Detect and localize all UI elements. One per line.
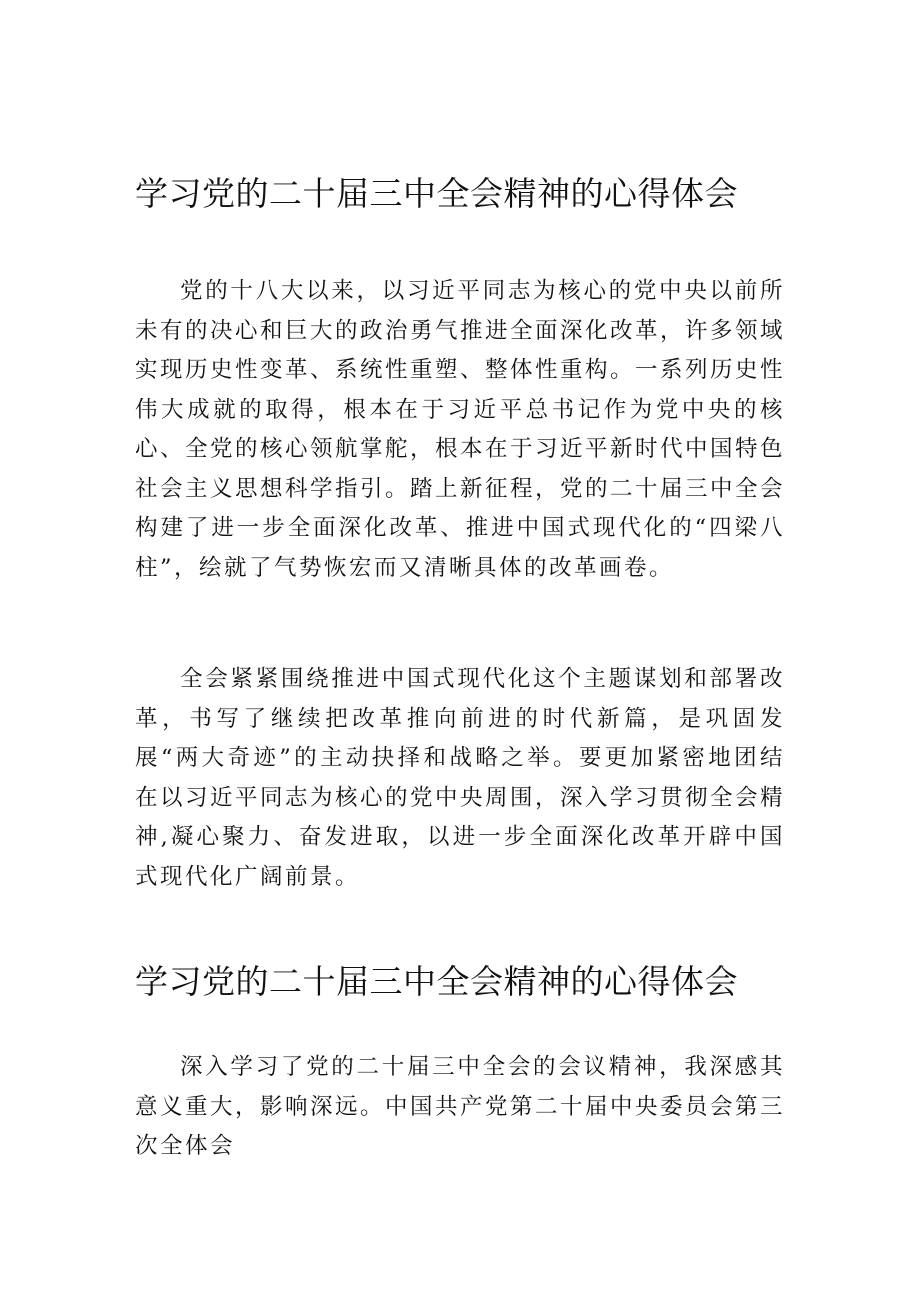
body-paragraph: 深入学习了党的二十届三中全会的会议精神，我深感其意义重大，影响深远。中国共产党第二十届中央委员会第三次全体会 <box>135 1054 786 1159</box>
section-title: 学习党的二十届三中全会精神的心得体会 <box>135 962 738 1001</box>
body-paragraph: 全会紧紧围绕推进中国式现代化这个主题谋划和部署改革，书写了继续把改革推向前进的时代新篇，是巩固发展“两大奇迹”的主动抉择和战略之举。要更加紧密地团结在以习近平同志为核心的党中央周围，深入学习贯彻全会精神,凝心聚力、奋发进取，以进一步全面深化改革开辟中国式现代化广阔前景。 <box>135 666 786 890</box>
body-paragraph: 党的十八大以来，以习近平同志为核心的党中央以前所未有的决心和巨大的政治勇气推进全面深化改革，许多领域实现历史性变革、系统性重塑、整体性重构。一系列历史性伟大成就的取得，根本在于习近平总书记作为党中央的核心、全党的核心领航掌舵，根本在于习近平新时代中国特色社会主义思想科学指引。踏上新征程，党的二十届三中全会构建了进一步全面深化改革、推进中国式现代化的“四梁八柱”，绘就了气势恢宏而又清晰具体的改革画卷。 <box>135 278 786 581</box>
section-title: 学习党的二十届三中全会精神的心得体会 <box>135 174 738 213</box>
